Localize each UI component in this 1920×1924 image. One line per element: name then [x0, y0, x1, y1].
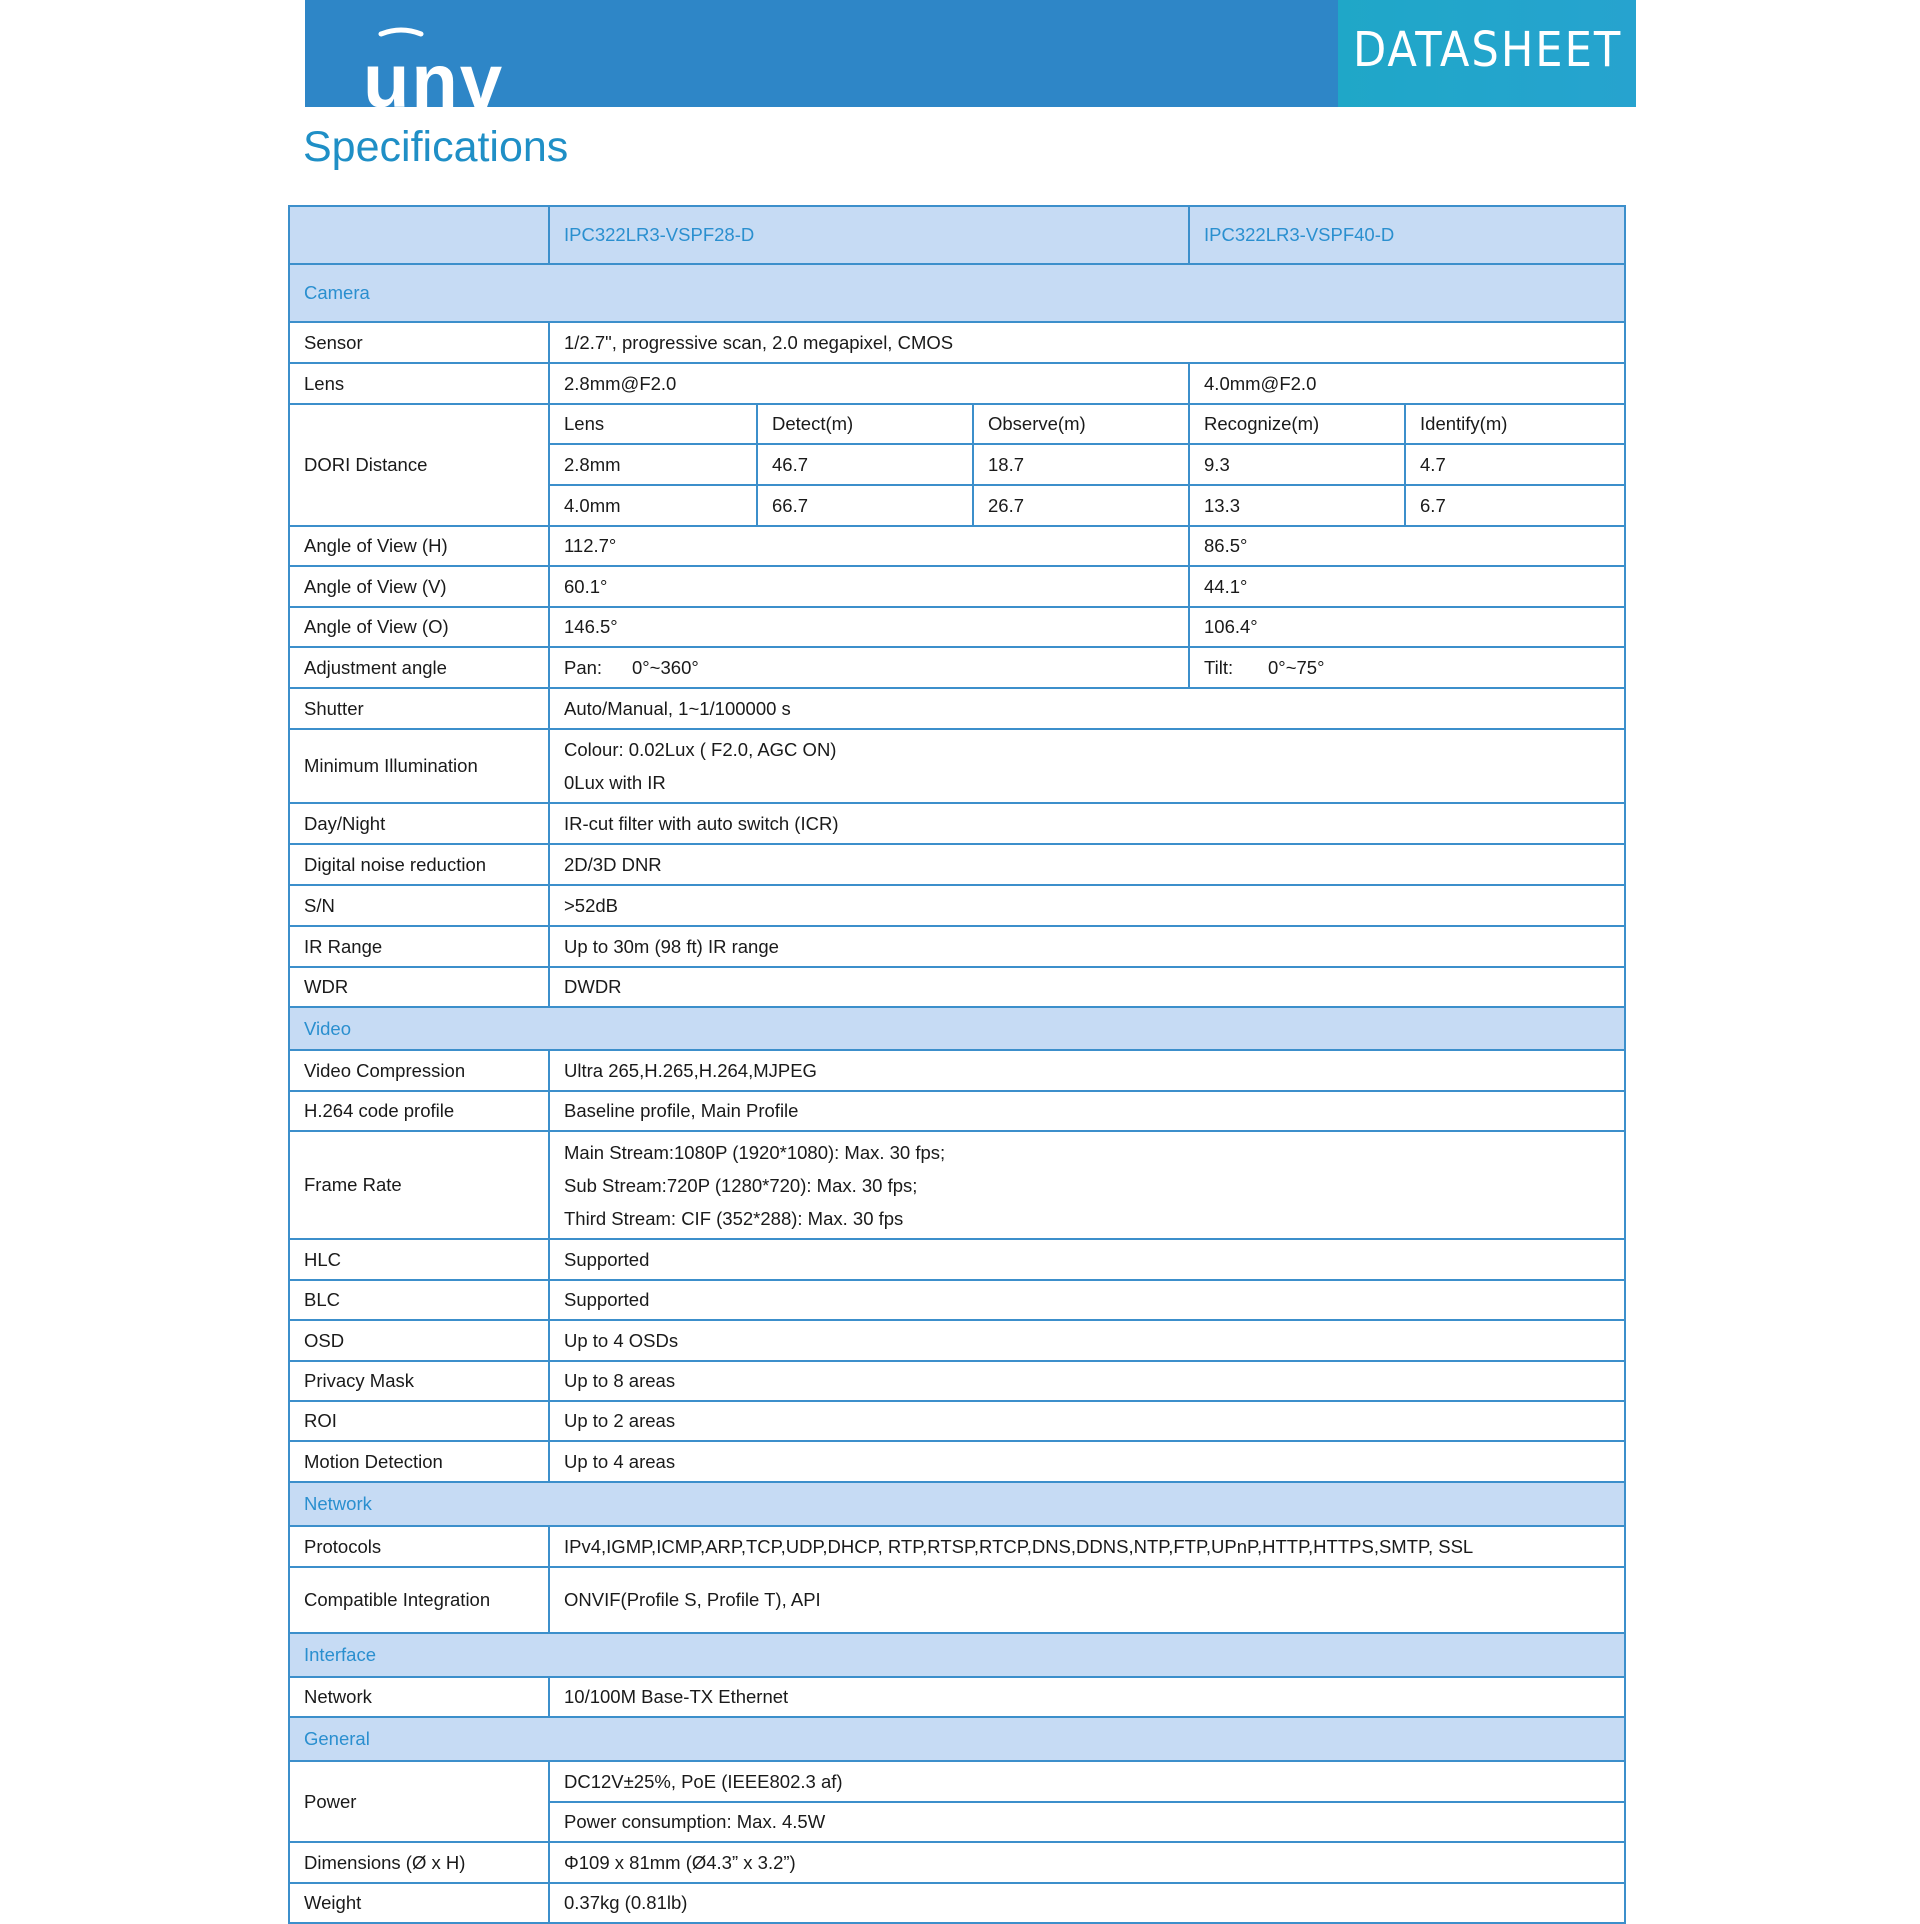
row-value: Supported [549, 1280, 1625, 1320]
row-value: DWDR [549, 967, 1625, 1007]
table-row [289, 926, 1625, 967]
table-row [289, 526, 1625, 566]
row-label: Sensor [289, 322, 549, 363]
table-row [289, 1401, 1625, 1441]
pan-label: Pan: [564, 656, 603, 678]
dori-header: Lens [549, 404, 757, 444]
table-row [289, 1842, 1625, 1883]
spec-table [288, 205, 1626, 1924]
table-row [289, 566, 1625, 607]
value-line: 0Lux with IR [564, 772, 666, 793]
row-value: 146.5° [549, 607, 1189, 647]
row-label: Day/Night [289, 803, 549, 844]
dori-cell: 18.7 [973, 444, 1189, 485]
row-label: Protocols [289, 1526, 549, 1567]
row-label: Frame Rate [289, 1131, 549, 1239]
row-value [549, 1131, 1625, 1239]
row-value: Baseline profile, Main Profile [549, 1091, 1625, 1131]
pan-value: 0°~360° [632, 656, 699, 678]
row-value: Up to 2 areas [549, 1401, 1625, 1441]
row-label: Video Compression [289, 1050, 549, 1091]
dori-cell: 46.7 [757, 444, 973, 485]
row-label: Shutter [289, 688, 549, 729]
row-label: Angle of View (O) [289, 607, 549, 647]
datasheet-label: DATASHEET [1353, 22, 1623, 78]
page-title: Specifications [303, 123, 569, 171]
table-row [289, 1131, 1625, 1239]
table-row [289, 1761, 1625, 1802]
row-label: Minimum Illumination [289, 729, 549, 803]
row-label: Weight [289, 1883, 549, 1923]
row-value: 86.5° [1189, 526, 1625, 566]
row-label: BLC [289, 1280, 549, 1320]
table-row [289, 1091, 1625, 1131]
row-value: Power consumption: Max. 4.5W [549, 1802, 1625, 1842]
row-value: ONVIF(Profile S, Profile T), API [549, 1567, 1625, 1633]
pan-cell [549, 647, 1189, 688]
table-row [289, 844, 1625, 885]
row-label: Privacy Mask [289, 1361, 549, 1401]
row-label: IR Range [289, 926, 549, 967]
tilt-label: Tilt: [1204, 656, 1234, 678]
table-row [289, 1050, 1625, 1091]
row-label: Angle of View (V) [289, 566, 549, 607]
dori-cell: 2.8mm [549, 444, 757, 485]
row-label: OSD [289, 1320, 549, 1361]
section-camera: Camera [289, 264, 1625, 322]
dori-header: Identify(m) [1405, 404, 1625, 444]
dori-cell: 6.7 [1405, 485, 1625, 526]
row-label: HLC [289, 1239, 549, 1280]
dori-cell: 66.7 [757, 485, 973, 526]
row-value: IR-cut filter with auto switch (ICR) [549, 803, 1625, 844]
row-value: 60.1° [549, 566, 1189, 607]
table-row [289, 607, 1625, 647]
row-value: Ultra 265,H.265,H.264,MJPEG [549, 1050, 1625, 1091]
row-label: S/N [289, 885, 549, 926]
table-row [289, 1677, 1625, 1717]
model-1: IPC322LR3-VSPF28-D [549, 206, 1189, 264]
section-row [289, 1633, 1625, 1677]
row-value: Up to 8 areas [549, 1361, 1625, 1401]
row-value [549, 729, 1625, 803]
row-label: ROI [289, 1401, 549, 1441]
dori-header-row [289, 404, 1625, 444]
table-row [289, 1280, 1625, 1320]
row-value: 2D/3D DNR [549, 844, 1625, 885]
row-value: 44.1° [1189, 566, 1625, 607]
table-row [289, 729, 1625, 803]
row-value: 10/100M Base-TX Ethernet [549, 1677, 1625, 1717]
model-header-row [289, 206, 1625, 264]
dori-header: Detect(m) [757, 404, 973, 444]
row-value: Up to 4 areas [549, 1441, 1625, 1482]
section-general: General [289, 1717, 1625, 1761]
table-row [289, 1567, 1625, 1633]
section-interface: Interface [289, 1633, 1625, 1677]
row-label: WDR [289, 967, 549, 1007]
row-label: Motion Detection [289, 1441, 549, 1482]
value-line: Colour: 0.02Lux ( F2.0, AGC ON) [564, 739, 837, 760]
tilt-cell [1189, 647, 1625, 688]
row-value: 2.8mm@F2.0 [549, 363, 1189, 404]
row-value: Φ109 x 81mm (Ø4.3” x 3.2”) [549, 1842, 1625, 1883]
row-label: DORI Distance [289, 404, 549, 526]
row-label: Network [289, 1677, 549, 1717]
value-line: Third Stream: CIF (352*288): Max. 30 fps [564, 1207, 904, 1229]
row-value: Supported [549, 1239, 1625, 1280]
section-row [289, 264, 1625, 322]
tilt-value: 0°~75° [1268, 656, 1325, 678]
table-row [289, 363, 1625, 404]
dori-cell: 4.0mm [549, 485, 757, 526]
section-row [289, 1717, 1625, 1761]
dori-cell: 9.3 [1189, 444, 1405, 485]
row-label: Angle of View (H) [289, 526, 549, 566]
row-label: Compatible Integration [289, 1567, 549, 1633]
table-row [289, 803, 1625, 844]
dori-header: Observe(m) [973, 404, 1189, 444]
table-row [289, 885, 1625, 926]
dori-cell: 13.3 [1189, 485, 1405, 526]
row-label: Power [289, 1761, 549, 1842]
row-label: Dimensions (Ø x H) [289, 1842, 549, 1883]
row-value: IPv4,IGMP,ICMP,ARP,TCP,UDP,DHCP, RTP,RTSP,RTCP,DNS,DDNS,NTP,FTP,UPnP,HTTP,HTTPS,SMTP, SSL [549, 1526, 1625, 1567]
section-row [289, 1482, 1625, 1526]
dori-cell: 4.7 [1405, 444, 1625, 485]
table-row [289, 967, 1625, 1007]
section-row [289, 1007, 1625, 1050]
row-label: Digital noise reduction [289, 844, 549, 885]
unv-logo [333, 22, 505, 124]
logo-text: unv [363, 39, 505, 124]
section-network: Network [289, 1482, 1625, 1526]
header-blank [289, 206, 549, 264]
row-value: 106.4° [1189, 607, 1625, 647]
header-banner [305, 0, 1636, 124]
row-value: 0.37kg (0.81lb) [549, 1883, 1625, 1923]
row-value: >52dB [549, 885, 1625, 926]
row-value: DC12V±25%, PoE (IEEE802.3 af) [549, 1761, 1625, 1802]
table-row [289, 1239, 1625, 1280]
table-row [289, 1320, 1625, 1361]
table-row [289, 1361, 1625, 1401]
table-row [289, 322, 1625, 363]
table-row [289, 688, 1625, 729]
table-row [289, 647, 1625, 688]
table-row [289, 1526, 1625, 1567]
row-label: Adjustment angle [289, 647, 549, 688]
row-value: Up to 30m (98 ft) IR range [549, 926, 1625, 967]
row-value: 112.7° [549, 526, 1189, 566]
row-value: 1/2.7", progressive scan, 2.0 megapixel, CMOS [549, 322, 1625, 363]
value-line: Main Stream:1080P (1920*1080): Max. 30 fps; [564, 1141, 946, 1163]
row-label: Lens [289, 363, 549, 404]
model-2: IPC322LR3-VSPF40-D [1189, 206, 1625, 264]
row-value: Auto/Manual, 1~1/100000 s [549, 688, 1625, 729]
row-label: H.264 code profile [289, 1091, 549, 1131]
section-video: Video [289, 1007, 1625, 1050]
datasheet-tab [1338, 0, 1636, 107]
dori-cell: 26.7 [973, 485, 1189, 526]
table-row [289, 1883, 1625, 1923]
table-row [289, 1441, 1625, 1482]
dori-header: Recognize(m) [1189, 404, 1405, 444]
row-value: Up to 4 OSDs [549, 1320, 1625, 1361]
row-value: 4.0mm@F2.0 [1189, 363, 1625, 404]
value-line: Sub Stream:720P (1280*720): Max. 30 fps; [564, 1174, 918, 1196]
